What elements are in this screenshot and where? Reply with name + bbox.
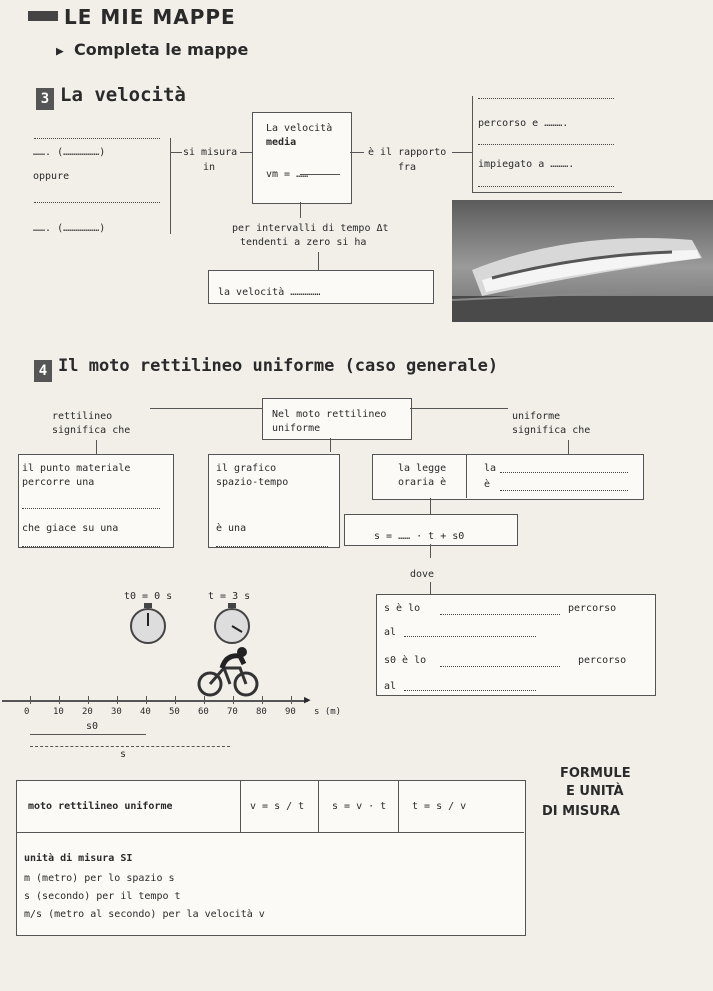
s-line: s è lo <box>384 603 421 614</box>
left-blank-1: ……. (………………) <box>33 147 106 158</box>
axis-tick-label: 70 <box>227 707 238 717</box>
section3-number: 3 <box>36 88 54 110</box>
fraction-bar <box>300 174 340 175</box>
s0-bracket <box>30 734 146 735</box>
left-blank-2: ……. (………………) <box>33 223 106 234</box>
axis-tick-label: 20 <box>82 707 93 717</box>
blank-line <box>478 144 614 145</box>
e-label: è <box>484 479 491 490</box>
axis-tick <box>59 696 60 704</box>
connector <box>170 152 182 153</box>
connector <box>318 252 319 270</box>
section4-number: 4 <box>34 360 52 382</box>
connector <box>330 438 331 452</box>
blank-line <box>478 98 614 99</box>
center-label-2: media <box>266 137 297 148</box>
limit-1: per intervalli di tempo Δt <box>232 223 389 234</box>
fra-label: fra <box>398 162 417 173</box>
axis-tick-label: 40 <box>140 707 151 717</box>
axis-tick <box>233 696 234 704</box>
axis-tick-label: 50 <box>169 707 180 717</box>
blank-line <box>500 472 628 473</box>
axis-tick-label: 80 <box>256 707 267 717</box>
blank-line <box>34 202 160 203</box>
rapporto-label: è il rapporto <box>368 147 447 158</box>
axis-tick <box>30 696 31 704</box>
blank-line <box>404 690 536 691</box>
axis-tick-label: 90 <box>285 707 296 717</box>
blank-line <box>478 186 614 187</box>
legge-2: oraria è <box>398 477 447 488</box>
clock-2-label: t = 3 s <box>208 591 251 602</box>
axis-tick-label: 60 <box>198 707 209 717</box>
significa-che-left: significa che <box>52 425 131 436</box>
dove-label: dove <box>410 569 435 580</box>
axis-tick-label: 10 <box>53 707 64 717</box>
section3-title: La velocità <box>60 84 186 106</box>
connector <box>410 408 508 409</box>
train-image <box>452 200 713 322</box>
blank-line <box>404 636 536 637</box>
al-2: al <box>384 681 397 692</box>
formula-vm: vm = …… <box>266 169 309 180</box>
right-1: percorso e ………. <box>478 118 569 129</box>
row-label: moto rettilineo uniforme <box>28 801 173 812</box>
connector <box>240 152 252 153</box>
s-bracket <box>30 746 230 747</box>
velocita-box-text: la velocità …………… <box>218 287 321 298</box>
significa-che-right: significa che <box>512 425 591 436</box>
equation-text: s = …… · t + s0 <box>374 531 465 542</box>
axis-tick-label: s (m) <box>314 707 342 717</box>
connector <box>96 440 97 454</box>
blank-line <box>440 666 560 667</box>
si-3: m/s (metro al secondo) per la velocità v <box>24 909 265 920</box>
axis-arrow-icon: ▶ <box>304 693 311 706</box>
connector <box>472 96 473 192</box>
giace-label: che giace su una <box>22 523 119 534</box>
connector <box>430 498 431 514</box>
uniforme-label: uniforme <box>512 411 561 422</box>
axis-tick <box>117 696 118 704</box>
punto-1: il punto materiale <box>22 463 131 474</box>
grafico-2: spazio-tempo <box>216 477 289 488</box>
clock-icon <box>212 602 252 646</box>
clock-icon <box>128 602 168 646</box>
axis-tick-label: 0 <box>24 707 30 717</box>
axis-tick <box>88 696 89 704</box>
si-misura-label: si misura <box>183 147 238 158</box>
center-title-1: Nel moto rettilineo <box>272 409 387 420</box>
table-divider <box>398 780 399 832</box>
section4-title: Il moto rettilineo uniforme (caso generale) <box>58 356 499 376</box>
si-1: m (metro) per lo spazio s <box>24 873 175 884</box>
axis-tick <box>175 696 176 704</box>
table-divider <box>240 780 241 832</box>
connector <box>472 192 622 193</box>
header-badge <box>28 11 58 21</box>
blank-line <box>22 546 160 547</box>
s-label: s <box>120 749 127 760</box>
connector <box>568 440 569 454</box>
in-label: in <box>203 162 216 173</box>
blank-line <box>22 508 160 509</box>
s0-label: s0 <box>86 721 99 732</box>
right-2: impiegato a ………. <box>478 159 575 170</box>
connector <box>300 202 301 218</box>
formula-v: v = s / t <box>250 801 305 812</box>
rettilineo-label: rettilineo <box>52 411 113 422</box>
connector <box>350 152 364 153</box>
connector <box>430 544 431 558</box>
table-divider <box>318 780 319 832</box>
axis-tick <box>204 696 205 704</box>
e-una-label: è una <box>216 523 247 534</box>
al-1: al <box>384 627 397 638</box>
legge-1: la legge <box>398 463 447 474</box>
connector <box>430 582 431 594</box>
arrow-icon: ▶ <box>56 44 64 59</box>
axis-tick <box>262 696 263 704</box>
formule-heading-2: E UNITÀ <box>566 784 624 799</box>
connector <box>466 454 467 498</box>
blank-line <box>216 546 328 547</box>
blank-line <box>440 614 560 615</box>
formula-s: s = v · t <box>332 801 387 812</box>
subtitle: Completa le mappe <box>74 40 249 59</box>
axis-tick-label: 30 <box>111 707 122 717</box>
connector <box>452 152 472 153</box>
cyclist-icon <box>196 646 260 698</box>
s0-line: s0 è lo <box>384 655 427 666</box>
la-label: la <box>484 463 497 474</box>
blank-line <box>500 490 628 491</box>
connector <box>150 408 262 409</box>
grafico-1: il grafico <box>216 463 277 474</box>
oppure-label: oppure <box>33 171 70 182</box>
si-2: s (secondo) per il tempo t <box>24 891 181 902</box>
axis-tick <box>146 696 147 704</box>
percorso-2: percorso <box>578 655 627 666</box>
page-title: LE MIE MAPPE <box>64 5 236 29</box>
formule-heading-1: FORMULE <box>560 766 631 781</box>
clock-1-label: t0 = 0 s <box>124 591 173 602</box>
punto-2: percorre una <box>22 477 95 488</box>
blank-line <box>34 138 160 139</box>
table-divider <box>16 832 524 833</box>
percorso-1: percorso <box>568 603 617 614</box>
formule-heading-3: DI MISURA <box>542 804 620 819</box>
formula-t: t = s / v <box>412 801 467 812</box>
center-title-2: uniforme <box>272 423 321 434</box>
limit-2: tendenti a zero si ha <box>240 237 367 248</box>
axis-tick <box>291 696 292 704</box>
center-label-1: La velocità <box>266 123 333 134</box>
si-title: unità di misura SI <box>24 853 133 864</box>
